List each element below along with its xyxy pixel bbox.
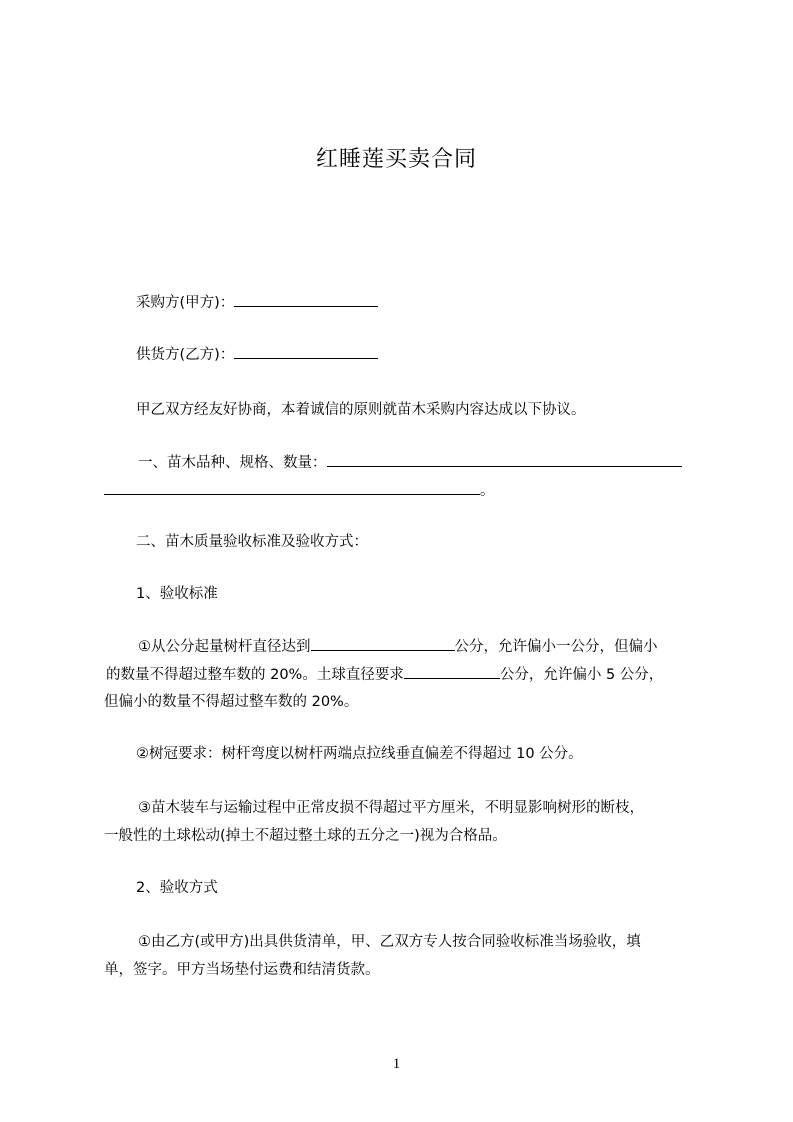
- item2-paragraph: ②树冠要求：树杆弯度以树杆两端点拉线垂直偏差不得超过 10 公分。: [136, 746, 583, 762]
- method1-line-2: 单，签字。甲方当场垫付运费和结清货款。: [104, 962, 380, 978]
- contract-title: 红睡莲买卖合同: [315, 147, 477, 172]
- item1-blank-2: [404, 664, 500, 679]
- item3-line-1: ③苗木装车与运输过程中正常皮损不得超过平方厘米，不明显影响树形的断枝，: [138, 800, 644, 816]
- party-b-label: 供货方(乙方)：: [136, 347, 235, 363]
- item1-text-b: 公分，允许偏小一公分，但偏小: [454, 639, 658, 655]
- party-a-label: 采购方(甲方)：: [136, 295, 235, 311]
- item1-text-d: 公分，允许偏小 5 公分，: [499, 667, 664, 683]
- intro-paragraph: 甲乙双方经友好协商，本着诚信的原则就苗木采购内容达成以下协议。: [136, 402, 586, 418]
- item1-line-2: [106, 664, 663, 685]
- party-b-line: [136, 344, 378, 365]
- item1-line-1: [138, 636, 658, 657]
- method1-line-1: ①由乙方(或甲方)出具供货清单，甲、乙双方专人按合同验收标准当场验收，填: [138, 934, 641, 950]
- item1-text-a: ①从公分起量树杆直径达到: [138, 639, 311, 655]
- party-a-blank: [234, 292, 378, 307]
- section1-label: 一、苗木品种、规格、数量：: [138, 455, 327, 471]
- section2-heading: 二、苗木质量验收标准及验收方式：: [136, 534, 368, 550]
- section1-end: 。: [480, 483, 495, 499]
- page-number: 1: [392, 1056, 401, 1072]
- sub1-heading: 1、验收标准: [136, 586, 218, 602]
- section1-blank-1: [327, 452, 682, 467]
- party-a-line: [136, 292, 378, 313]
- party-b-blank: [234, 344, 378, 359]
- item1-blank-1: [311, 636, 455, 651]
- section1-blank-2: [104, 480, 480, 495]
- item1-text-c: 的数量不得超过整车数的 20%。土球直径要求: [106, 667, 404, 683]
- sub2-heading: 2、验收方式: [136, 880, 218, 896]
- item3-line-2: 一般性的土球松动(掉土不超过整土球的五分之一)视为合格品。: [104, 828, 507, 844]
- section1-line-2: [104, 480, 495, 501]
- section1-line: [138, 452, 682, 473]
- item1-line-3: 但偏小的数量不得超过整车数的 20%。: [104, 694, 359, 710]
